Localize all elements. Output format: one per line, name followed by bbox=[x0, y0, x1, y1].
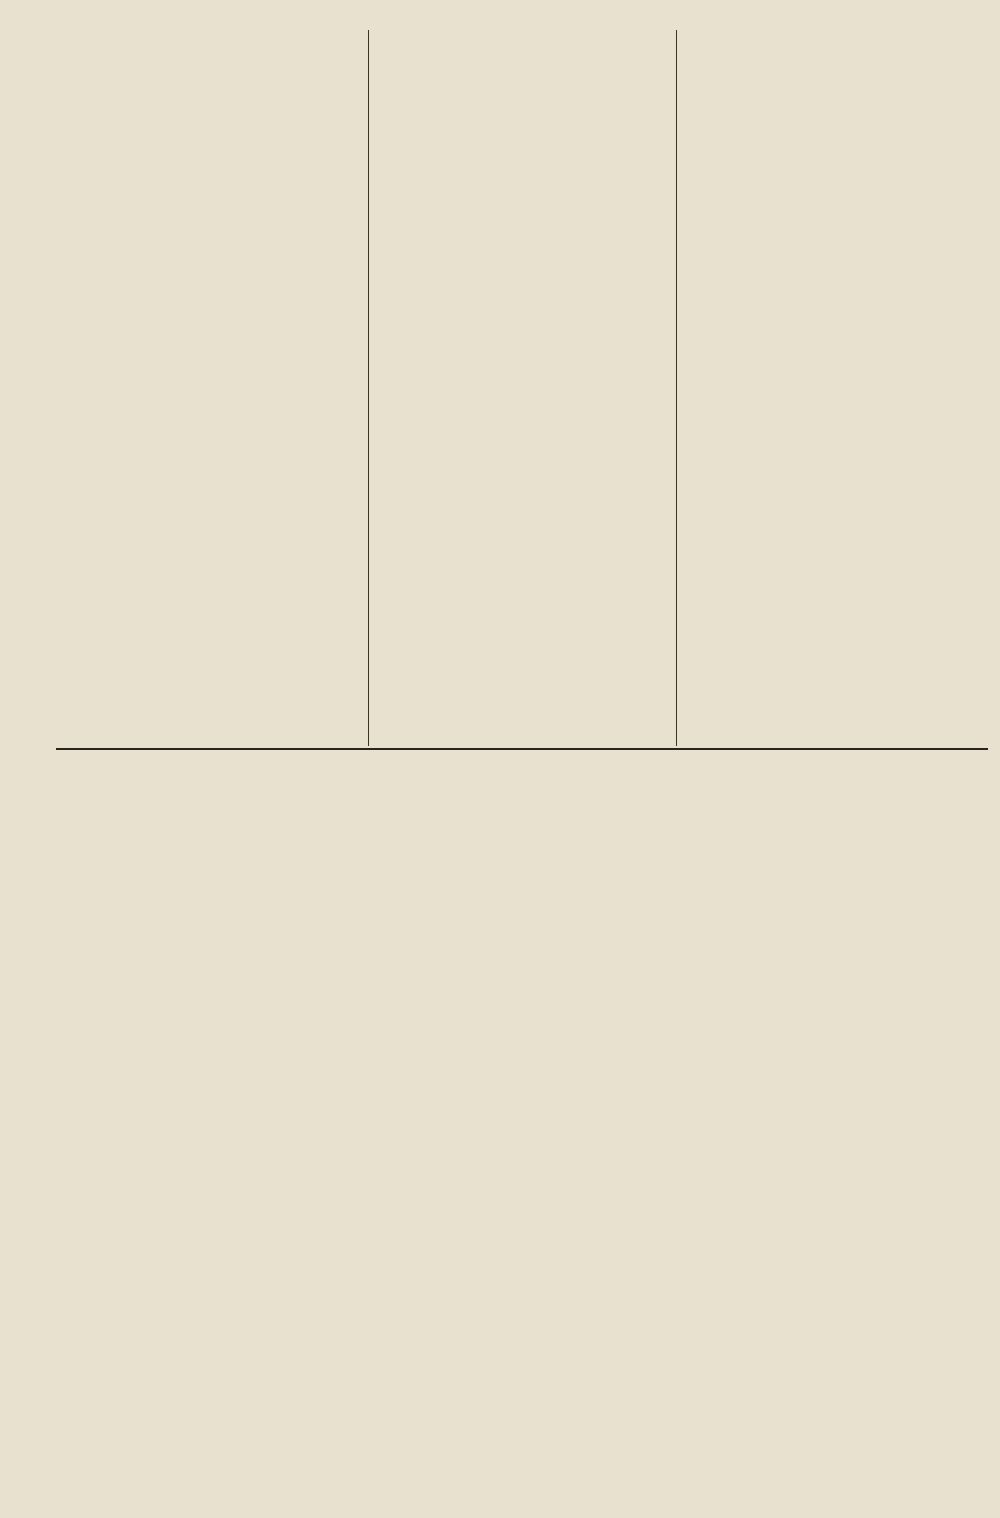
column-rule bbox=[368, 30, 369, 746]
classified-ads-section bbox=[56, 752, 988, 1492]
official-notices-section bbox=[56, 30, 988, 746]
section-divider bbox=[56, 748, 988, 750]
column-rule bbox=[676, 30, 677, 746]
